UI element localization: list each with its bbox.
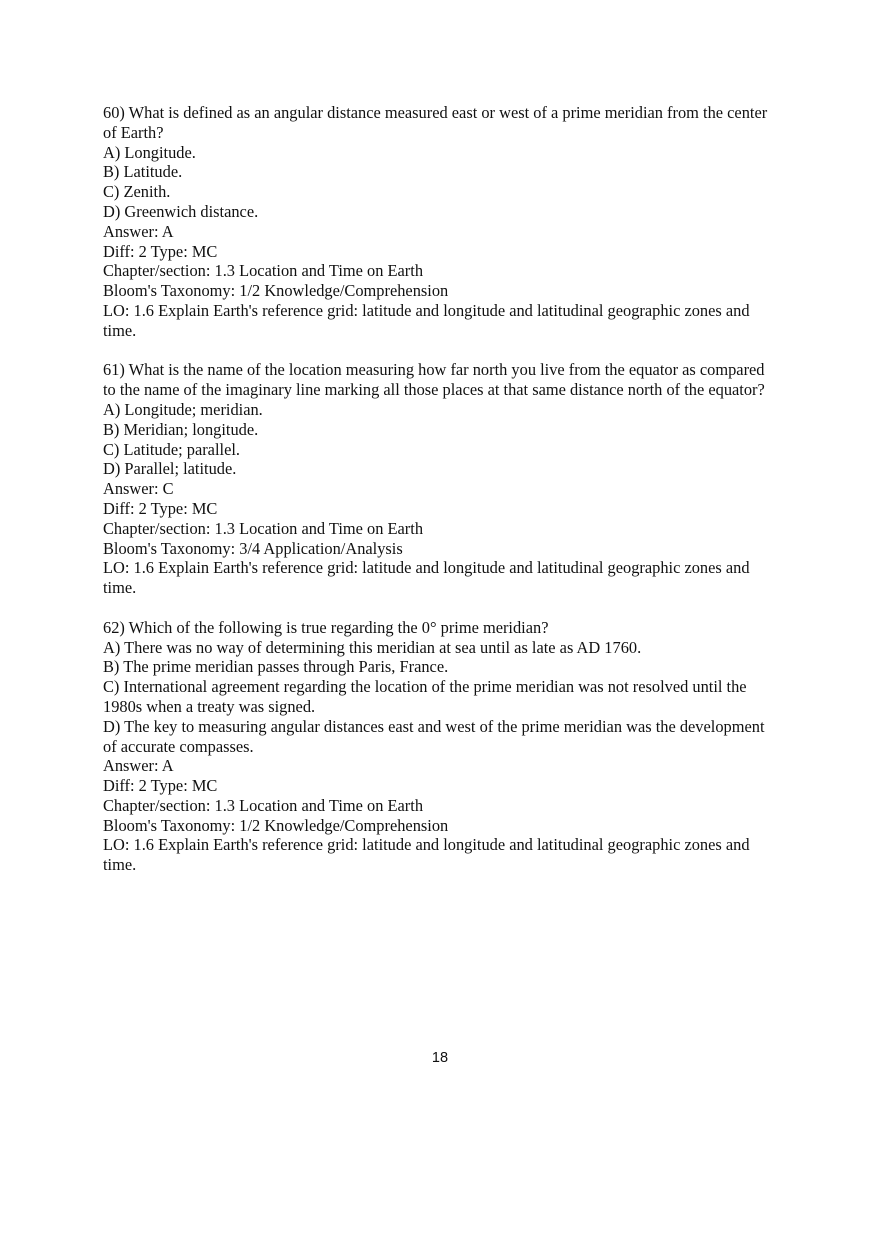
option-a: A) Longitude; meridian. [103, 399, 263, 419]
question-62 [103, 618, 773, 875]
option-d: D) The key to measuring angular distances east and west of the prime meridian was the development of accurate compasses. [103, 716, 765, 756]
chapter-section-line: Chapter/section: 1.3 Location and Time on Earth [103, 795, 424, 815]
blooms-taxonomy-line: Bloom's Taxonomy: 1/2 Knowledge/Comprehension [103, 815, 449, 835]
learning-objective-line: LO: 1.6 Explain Earth's reference grid: latitude and longitude and latitudinal geographic zones and time. [103, 558, 750, 598]
chapter-section-line: Chapter/section: 1.3 Location and Time on Earth [103, 518, 424, 538]
difficulty-line: Diff: 2 Type: MC [103, 241, 218, 261]
option-c: C) International agreement regarding the location of the prime meridian was not resolved until the 1980s when a treaty was signed. [103, 677, 747, 716]
answer-line: Answer: A [103, 756, 174, 776]
option-b: B) Meridian; longitude. [103, 419, 259, 439]
page-number: 18 [431, 1050, 449, 1066]
question-stem: 60) What is defined as an angular distance measured east or west of a prime meridian from the center of Earth? [103, 103, 768, 142]
chapter-section-line: Chapter/section: 1.3 Location and Time on Earth [103, 261, 424, 281]
question-60 [103, 103, 773, 341]
question-stem: 61) What is the name of the location measuring how far north you live from the equator as compared to the name of the imaginary line marking all those places at that same distance north of the equator? [103, 360, 765, 400]
question-stem: 62) Which of the following is true regarding the 0° prime meridian? [103, 617, 549, 637]
option-d: D) Greenwich distance. [103, 201, 259, 221]
question-61 [103, 360, 773, 598]
learning-objective-line: LO: 1.6 Explain Earth's reference grid: latitude and longitude and latitudinal geographic zones and time. [103, 300, 750, 340]
blooms-taxonomy-line: Bloom's Taxonomy: 3/4 Application/Analysis [103, 538, 403, 558]
document-page [103, 103, 773, 895]
option-c: C) Zenith. [103, 182, 171, 202]
answer-line: Answer: A [103, 221, 174, 241]
difficulty-line: Diff: 2 Type: MC [103, 498, 218, 518]
option-a: A) There was no way of determining this meridian at sea until as late as AD 1760. [103, 637, 642, 657]
option-d: D) Parallel; latitude. [103, 459, 237, 479]
option-b: B) Latitude. [103, 162, 183, 182]
learning-objective-line: LO: 1.6 Explain Earth's reference grid: latitude and longitude and latitudinal geographic zones and time. [103, 835, 750, 875]
option-a: A) Longitude. [103, 142, 196, 162]
answer-line: Answer: C [103, 479, 174, 499]
option-b: B) The prime meridian passes through Paris, France. [103, 657, 449, 677]
blooms-taxonomy-line: Bloom's Taxonomy: 1/2 Knowledge/Comprehension [103, 281, 449, 301]
difficulty-line: Diff: 2 Type: MC [103, 776, 218, 796]
option-c: C) Latitude; parallel. [103, 439, 240, 459]
